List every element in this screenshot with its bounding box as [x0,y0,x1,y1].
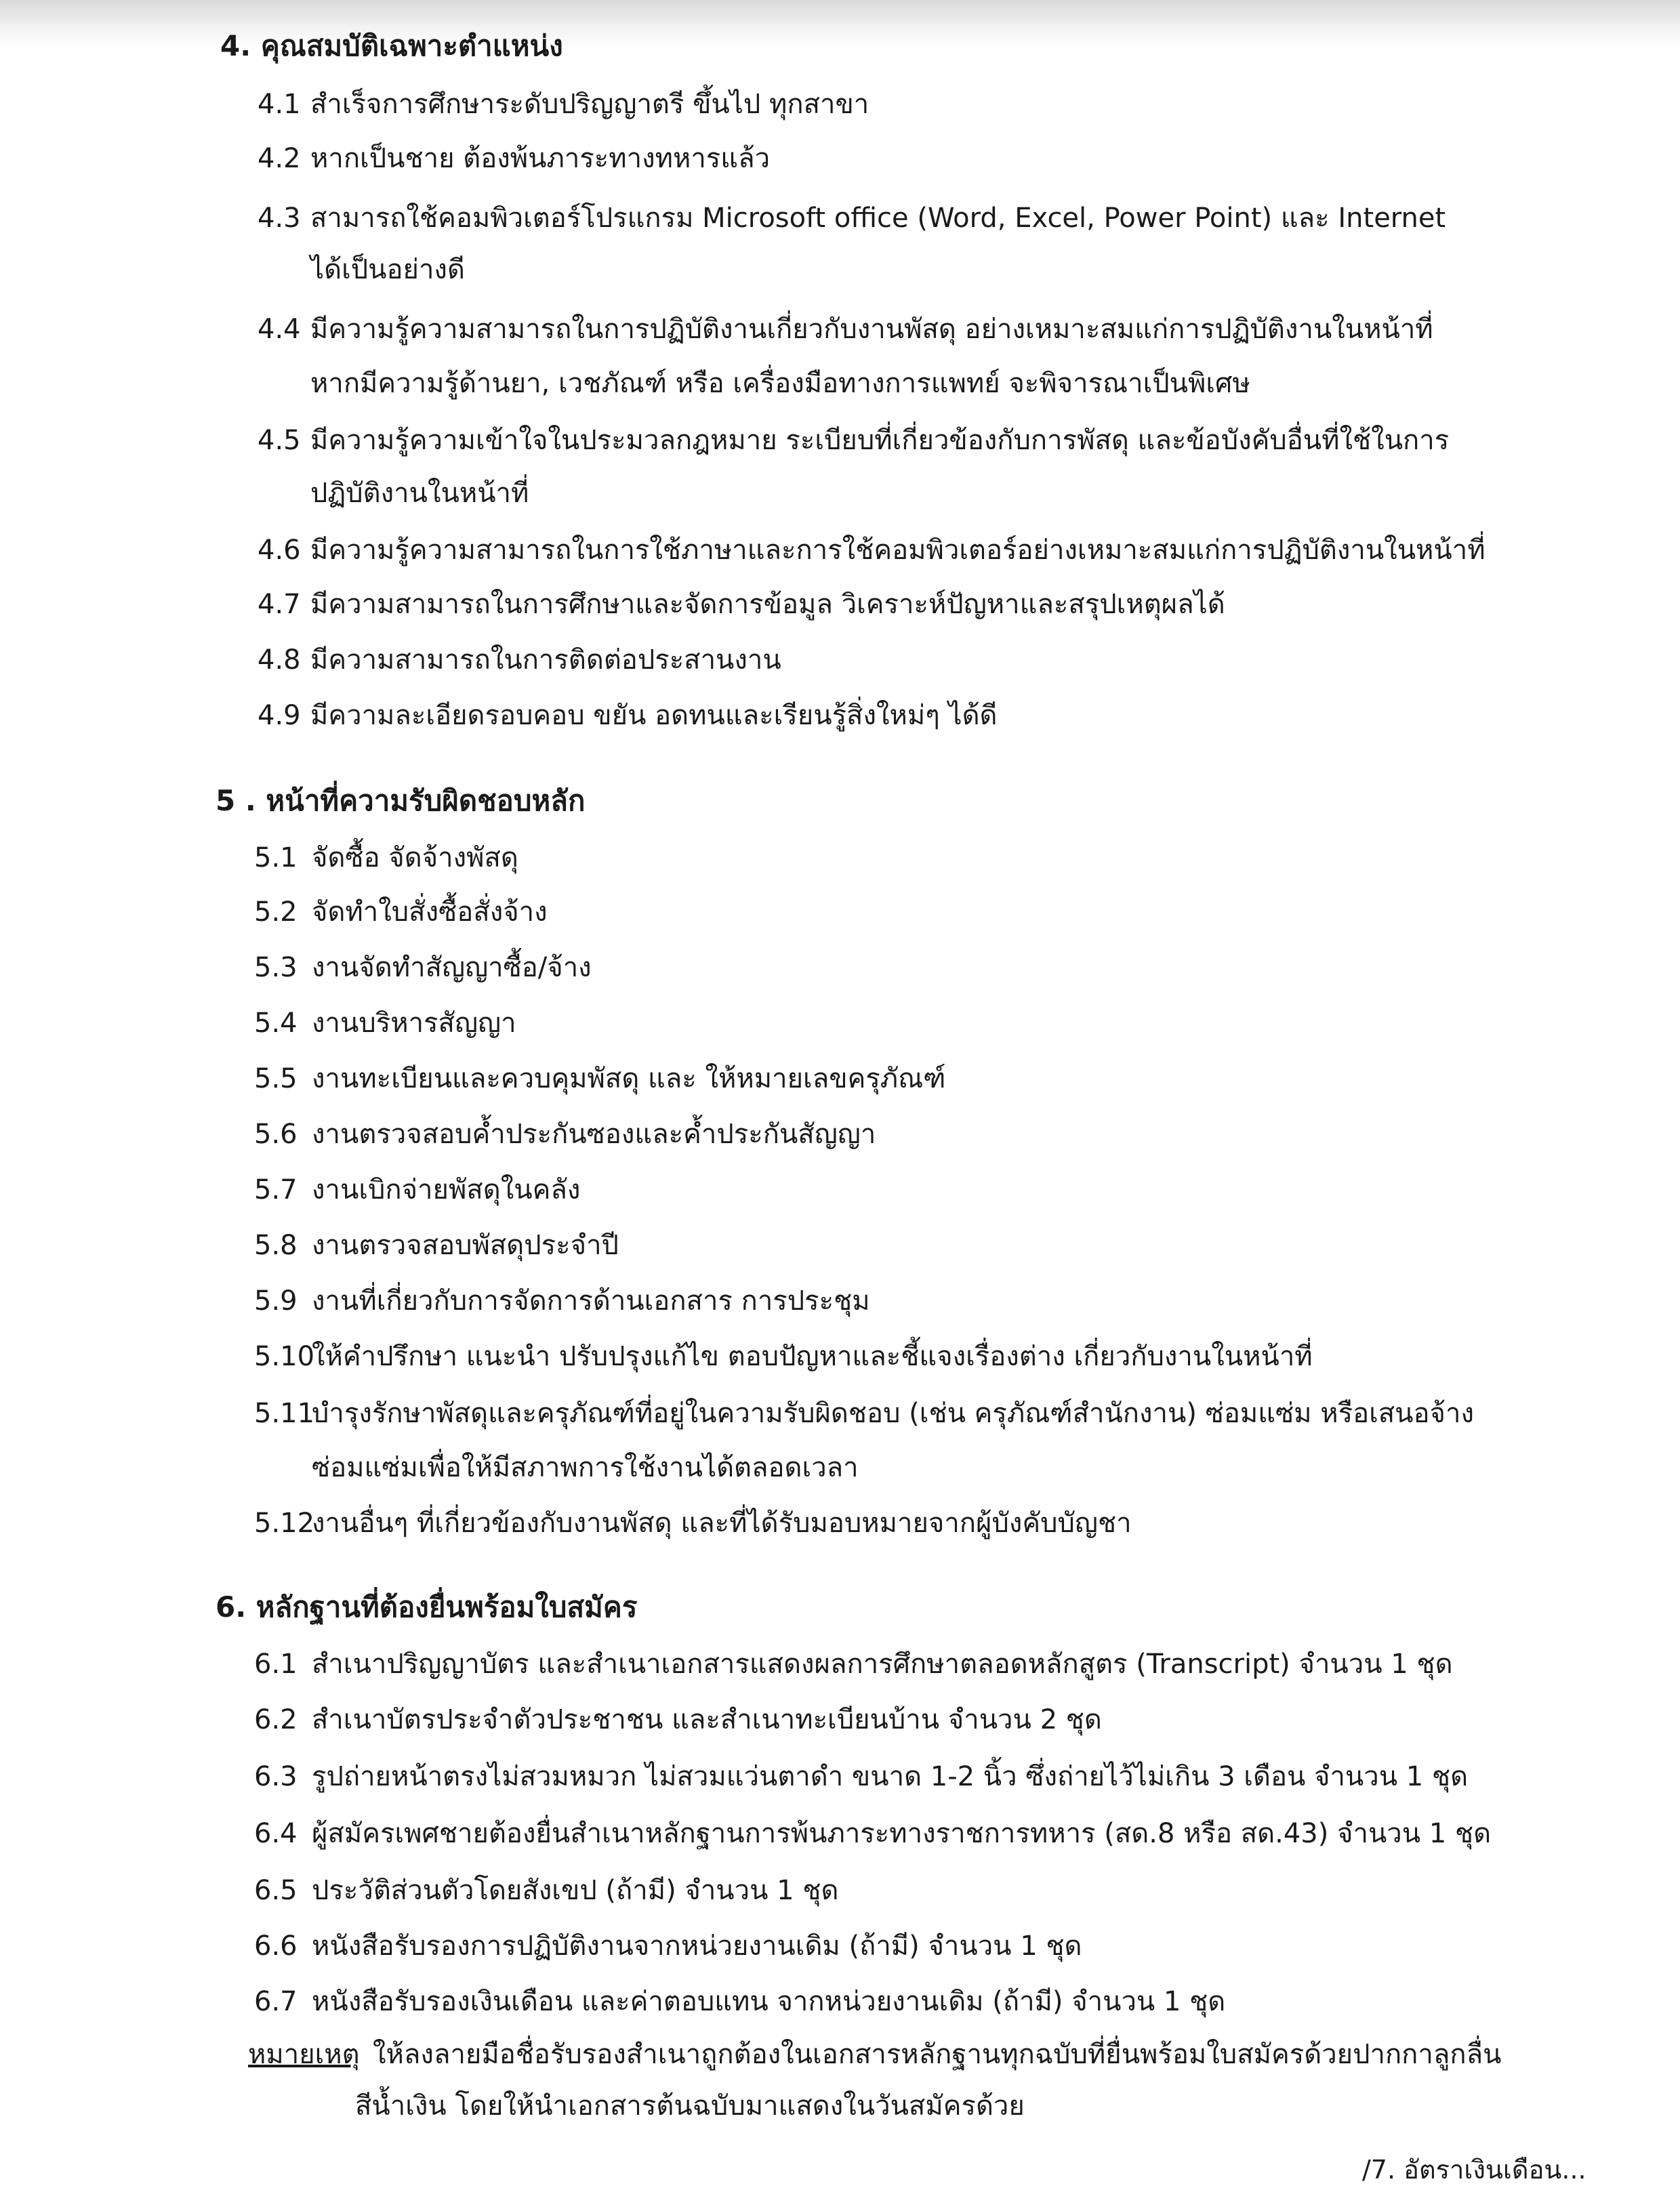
item-number: 4.3 [258,203,301,234]
list-item-4-3 [258,201,1446,236]
item-text: ให้คำปรึกษา แนะนำ ปรับปรุงแก้ไข ตอบปัญหาและชี้แจงเรื่องต่าง เกี่ยวกับงานในหน้าที่ [312,1341,1313,1372]
item-text: จัดทำใบสั่งซื้อสั่งจ้าง [312,896,548,928]
list-item-5-4 [254,1006,516,1041]
item-number: 6.1 [254,1649,298,1680]
item-number: 6.5 [254,1875,298,1906]
list-item-4-5 [258,423,1449,458]
item-text: มีความสามารถในการศึกษาและจัดการข้อมูล วิเคราะห์ปัญหาและสรุปเหตุผลได้ [310,589,1225,620]
item-text: งานจัดทำสัญญาซื้อ/จ้าง [312,952,592,983]
item-text: มีความละเอียดรอบคอบ ขยัน อดทนและเรียนรู้สิ่งใหม่ๆ ได้ดี [310,700,998,731]
item-number: 5.4 [254,1008,298,1039]
item-text: มีความรู้ความสามารถในการปฏิบัติงานเกี่ยวกับงานพัสดุ อย่างเหมาะสมแก่การปฏิบัติงานในหน้าที่ [310,314,1433,345]
list-item-4-6 [258,533,1486,568]
item-text: งานเบิกจ่ายพัสดุในคลัง [312,1174,581,1205]
item-number: 4.2 [258,143,301,174]
item-text: งานทะเบียนและควบคุมพัสดุ และ ให้หมายเลขครุภัณฑ์ [312,1063,946,1094]
section-6-heading: 6. หลักฐานที่ต้องยื่นพร้อมใบสมัคร [216,1590,638,1624]
item-text: ผู้สมัครเพศชายต้องยื่นสำเนาหลักฐานการพ้นภาระทางราชการทหาร (สด.8 หรือ สด.43) จำนวน 1 ชุด [312,1818,1492,1849]
section-5-heading: 5 . หน้าที่ความรับผิดชอบหลัก [216,784,586,817]
list-item-4-9 [258,698,998,733]
list-item-4-8 [258,642,781,678]
item-number: 4.7 [258,589,301,620]
item-text: บำรุงรักษาพัสดุและครุภัณฑ์ที่อยู่ในความรับผิดชอบ (เช่น ครุภัณฑ์สำนักงาน) ซ่อมแซ่ม หรือเสนอจ้าง [312,1398,1474,1429]
item-text: สำเร็จการศึกษาระดับปริญญาตรี ขึ้นไป ทุกสาขา [310,89,869,120]
item-number: 6.6 [254,1931,298,1962]
list-item-6-1 [254,1647,1453,1682]
item-number: 4.5 [258,425,301,456]
item-text: ประวัติส่วนตัวโดยสังเขป (ถ้ามี) จำนวน 1 ชุด [312,1875,839,1906]
item-text: หากเป็นชาย ต้องพ้นภาระทางทหารแล้ว [310,143,771,174]
list-item-5-10 [254,1339,1313,1374]
item-number: 5.11 [254,1398,315,1429]
item-number: 4.1 [258,89,301,120]
item-text: สามารถใช้คอมพิวเตอร์โปรแกรม Microsoft office (Word, Excel, Power Point) และ Internet [310,203,1446,234]
note-label: หมายเหตุ [248,2039,360,2070]
item-number: 6.4 [254,1818,298,1849]
item-text: งานตรวจสอบพัสดุประจำปี [312,1230,619,1261]
list-item-5-3 [254,950,592,985]
item-text: มีความรู้ความสามารถในการใช้ภาษาและการใช้คอมพิวเตอร์อย่างเหมาะสมแก่การปฏิบัติงานในหน้าที่ [310,535,1486,566]
item-number: 4.4 [258,314,301,345]
list-item-4-1 [258,87,869,122]
list-item-5-9 [254,1283,870,1319]
section-4-heading: 4. คุณสมบัติเฉพาะตำแหน่ง [220,29,563,62]
list-item-5-12 [254,1506,1132,1541]
item-number: 5.2 [254,896,298,928]
note-line-2: สีน้ำเงิน โดยให้นำเอกสารต้นฉบับมาแสดงในวันสมัครด้วย [355,2090,1025,2122]
item-text: มีความรู้ความเข้าใจในประมวลกฎหมาย ระเบียบที่เกี่ยวข้องกับการพัสดุ และข้อบังคับอื่นที่ใช้ในการ [310,425,1450,456]
item-text: งานอื่นๆ ที่เกี่ยวข้องกับงานพัสดุ และที่ได้รับมอบหมายจากผู้บังคับบัญชา [312,1508,1132,1539]
item-number: 4.8 [258,644,301,676]
item-number: 5.8 [254,1230,298,1261]
list-item-5-7 [254,1172,580,1207]
item-number: 5.5 [254,1063,298,1094]
item-text: งานที่เกี่ยวกับการจัดการด้านเอกสาร การประชุม [312,1285,870,1317]
item-text: รูปถ่ายหน้าตรงไม่สวมหมวก ไม่สวมแว่นตาดำ ขนาด 1-2 นิ้ว ซึ่งถ่ายไว้ไม่เกิน 3 เดือน จำนวน 1 ชุด [312,1761,1469,1792]
item-number: 4.6 [258,535,301,566]
item-number: 6.3 [254,1761,298,1792]
list-item-6-7 [254,1984,1225,2019]
list-item-5-6 [254,1117,876,1152]
item-text: หนังสือรับรองเงินเดือน และค่าตอบแทน จากหน่วยงานเดิม (ถ้ามี) จำนวน 1 ชุด [312,1986,1226,2017]
list-item-6-5 [254,1873,838,1908]
list-item-5-11 [254,1396,1474,1431]
item-text: มีความสามารถในการติดต่อประสานงาน [310,644,781,676]
note-text: ให้ลงลายมือชื่อรับรองสำเนาถูกต้องในเอกสารหลักฐานทุกฉบับที่ยื่นพร้อมใบสมัครด้วยปากกาลูกลื่น [373,2039,1502,2070]
list-item-4-7 [258,587,1225,622]
item-text: งานบริหารสัญญา [312,1008,516,1039]
item-number: 6.7 [254,1986,298,2017]
list-item-4-5-cont: ปฏิบัติงานในหน้าที่ [310,478,529,509]
next-page-reference: /7. อัตราเงินเดือน... [1362,2155,1586,2185]
list-item-4-3-cont: ได้เป็นอย่างดี [310,254,465,285]
list-item-5-8 [254,1228,619,1263]
item-text: สำเนาบัตรประจำตัวประชาชน และสำเนาทะเบียนบ้าน จำนวน 2 ชุด [312,1704,1102,1735]
item-number: 5.10 [254,1341,315,1372]
item-text: งานตรวจสอบค้ำประกันซองและค้ำประกันสัญญา [312,1119,876,1150]
item-text: สำเนาปริญญาบัตร และสำเนาเอกสารแสดงผลการศึกษาตลอดหลักสูตร (Transcript) จำนวน 1 ชุด [312,1649,1453,1680]
list-item-6-2 [254,1702,1102,1737]
item-text: จัดซื้อ จัดจ้างพัสดุ [312,842,518,873]
note-line-1 [248,2037,1501,2072]
list-item-4-2 [258,141,770,176]
list-item-4-4-cont: หากมีความรู้ด้านยา, เวชภัณฑ์ หรือ เครื่องมือทางการแพทย์ จะพิจารณาเป็นพิเศษ [310,368,1250,399]
list-item-6-4 [254,1816,1491,1851]
list-item-6-3 [254,1759,1468,1794]
item-number: 6.2 [254,1704,298,1735]
item-number: 5.12 [254,1508,315,1539]
item-text: หนังสือรับรองการปฏิบัติงานจากหน่วยงานเดิม (ถ้ามี) จำนวน 1 ชุด [312,1931,1082,1962]
item-number: 5.6 [254,1119,298,1150]
list-item-6-6 [254,1928,1082,1964]
item-number: 5.7 [254,1174,298,1205]
list-item-4-4 [258,312,1433,347]
item-number: 5.3 [254,952,298,983]
list-item-5-2 [254,894,548,930]
item-number: 5.9 [254,1285,298,1317]
item-number: 5.1 [254,842,298,873]
list-item-5-11-cont: ซ่อมแซ่มเพื่อให้มีสภาพการใช้งานได้ตลอดเวลา [312,1452,859,1483]
list-item-5-5 [254,1061,946,1096]
list-item-5-1 [254,840,518,875]
item-number: 4.9 [258,700,301,731]
